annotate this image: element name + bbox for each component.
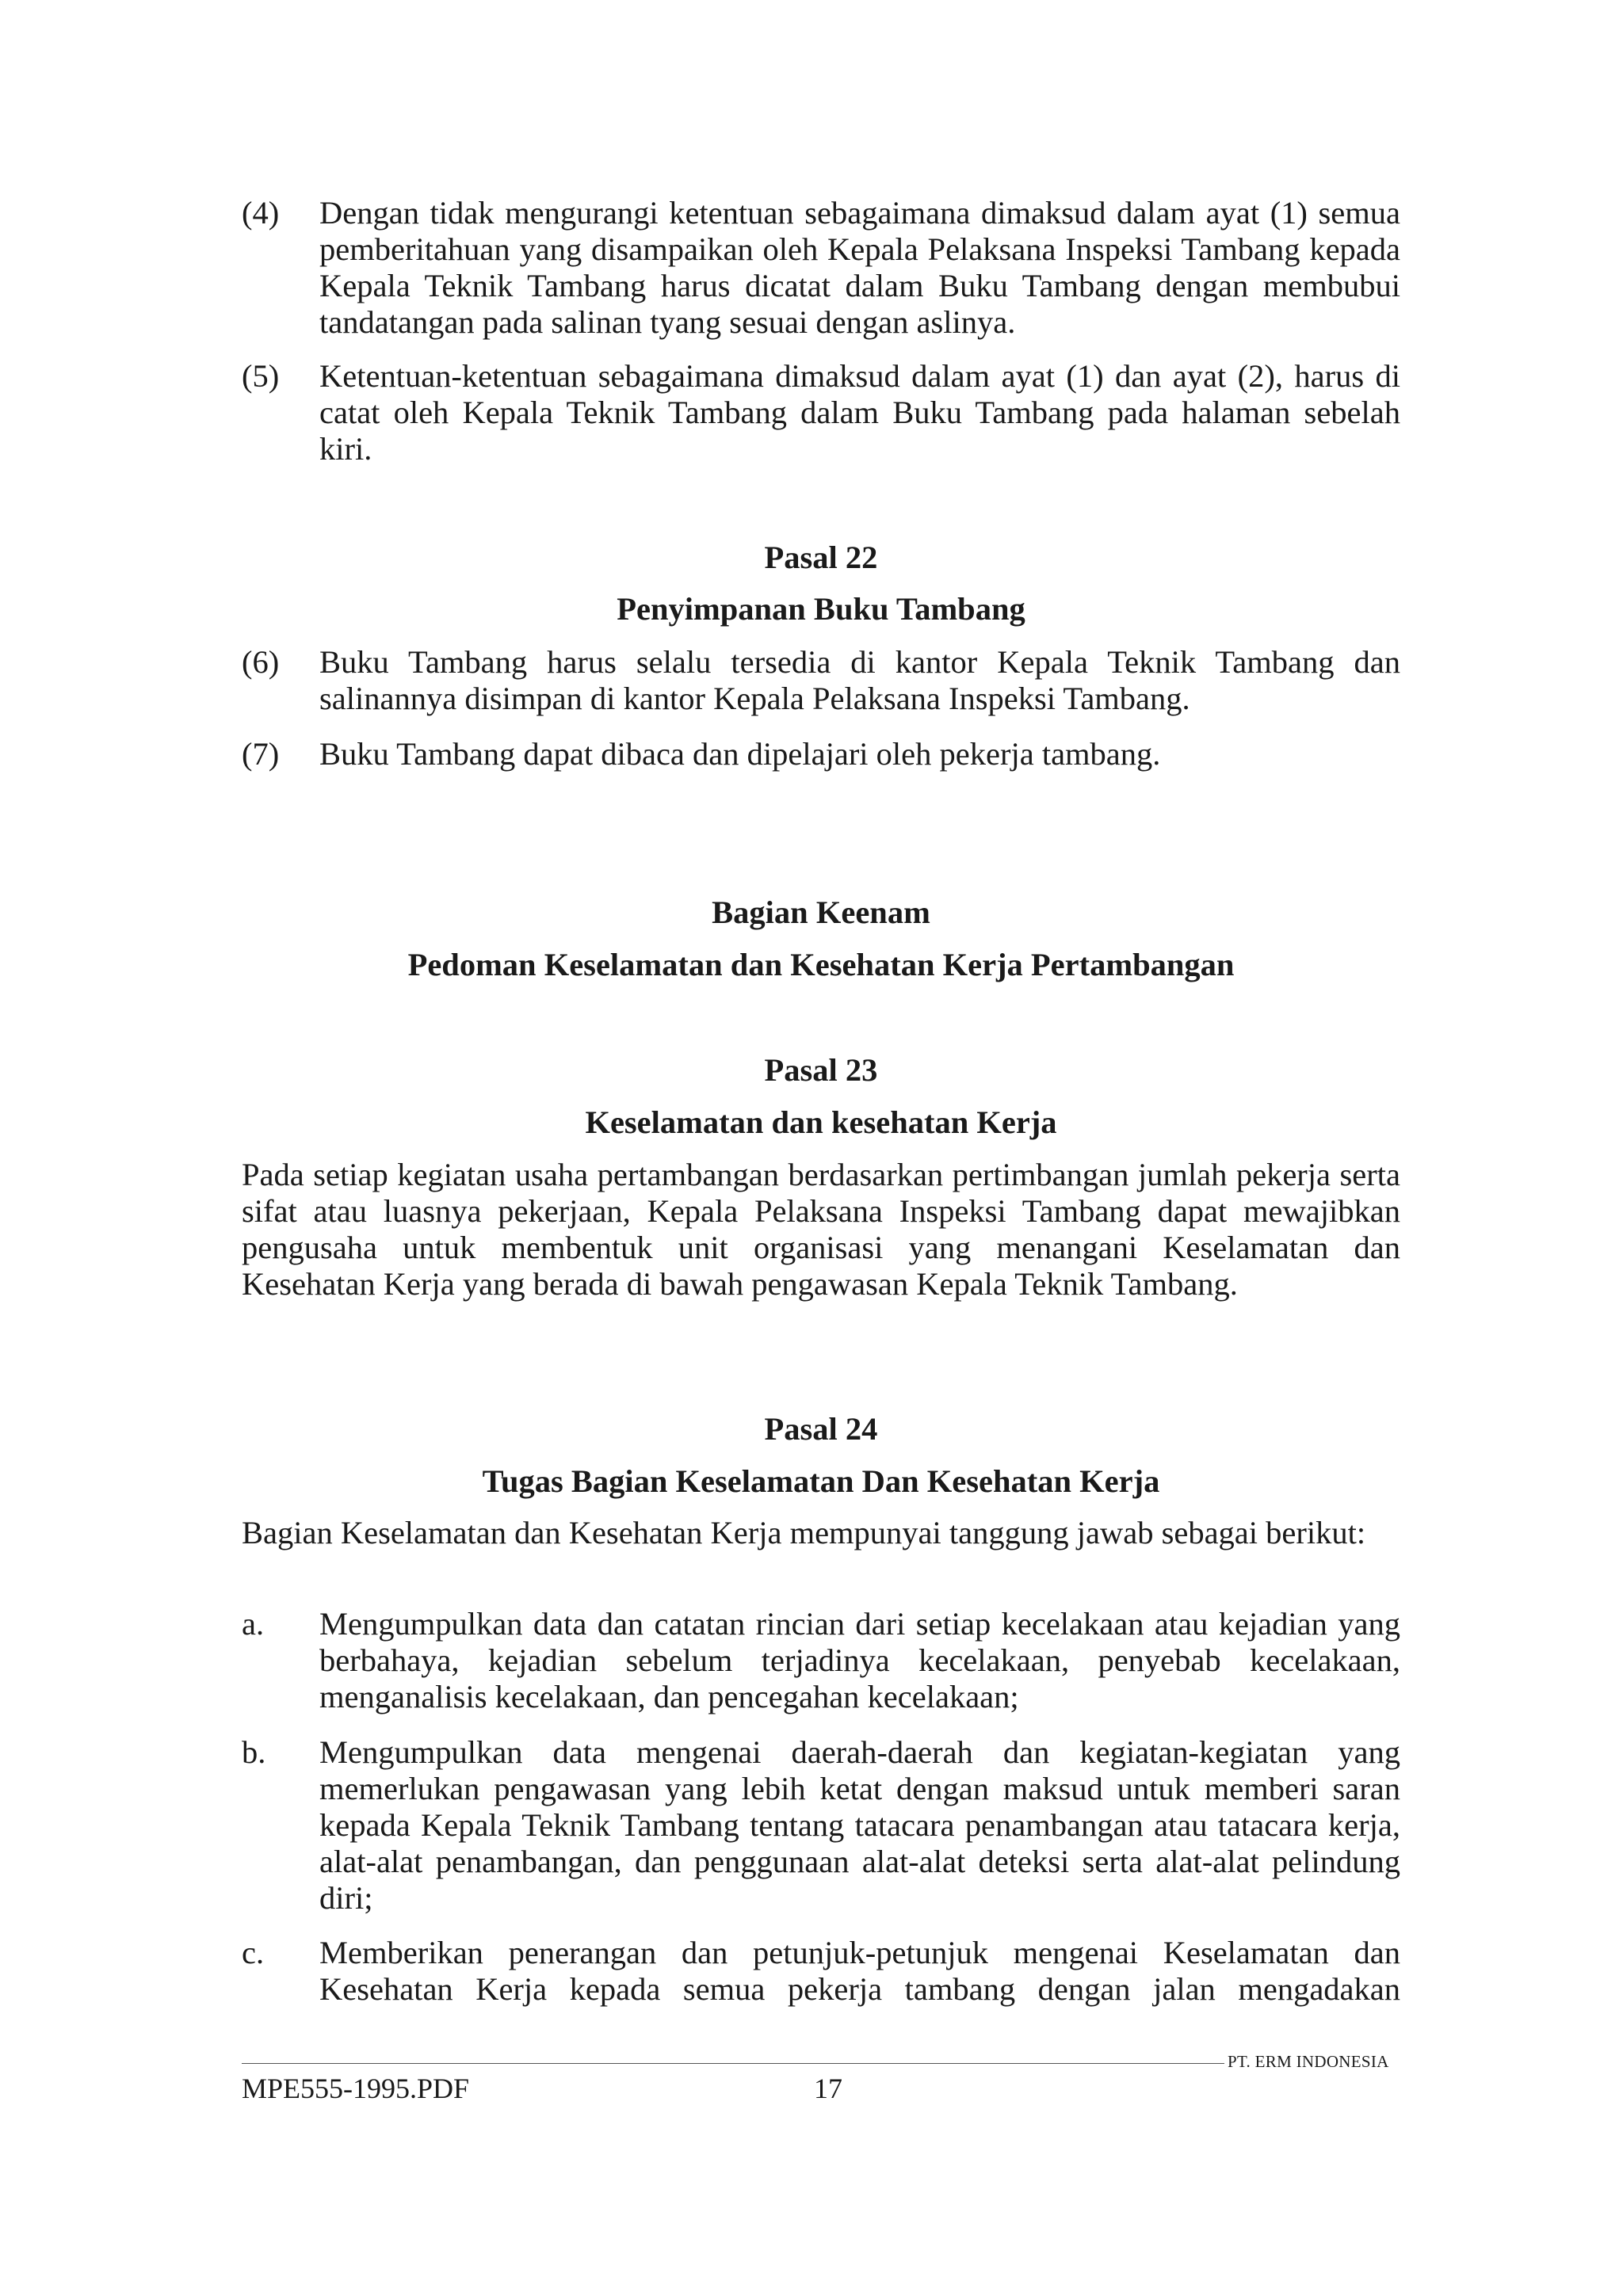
item-number: (4) [242, 195, 280, 231]
item-number: (7) [242, 736, 280, 772]
list-item [242, 736, 1400, 772]
footer-divider [242, 2063, 1224, 2064]
section-title: Pasal 22 [764, 540, 878, 575]
list-item [242, 1935, 1400, 2008]
footer-filename: MPE555-1995.PDF [242, 2073, 470, 2104]
part-subtitle: Pedoman Keselamatan dan Kesehatan Kerja Pertambangan [407, 947, 1235, 982]
footer-company: PT. ERM INDONESIA [1228, 2052, 1389, 2071]
item-text: Buku Tambang dapat dibaca dan dipelajari oleh pekerja tambang. [319, 736, 1161, 772]
item-number: (6) [242, 644, 280, 680]
item-number: b. [242, 1734, 266, 1770]
item-text: Buku Tambang harus selalu tersedia di kantor Kepala Teknik Tambang dan salinannya disimpan di kantor Kepala Pelaksana Inspeksi Tambang. [319, 644, 1400, 716]
list-item [242, 1606, 1400, 1715]
list-item [242, 644, 1400, 717]
section-subtitle: Penyimpanan Buku Tambang [617, 591, 1025, 627]
item-number: a. [242, 1606, 265, 1642]
item-text: Mengumpulkan data mengenai daerah-daerah dan kegiatan-kegiatan yang memerlukan pengawasan yang lebih ketat dengan maksud untuk memberi saran kepada Kepala Teknik Tambang tentang tatacara penambangan atau tatacara kerja, alat-alat penambangan, dan penggunaan alat-alat deteksi serta alat-alat pelindung diri; [319, 1734, 1400, 1916]
part-title: Bagian Keenam [712, 894, 930, 930]
item-number: (5) [242, 358, 280, 394]
item-text: Memberikan penerangan dan petunjuk-petunjuk mengenai Keselamatan dan Kesehatan Kerja kepada semua pekerja tambang dengan jalan mengadakan [319, 1935, 1400, 2007]
section-title: Pasal 24 [764, 1411, 878, 1447]
page-number: 17 [814, 2073, 842, 2104]
paragraph: Pada setiap kegiatan usaha pertambangan berdasarkan pertimbangan jumlah pekerja serta sifat atau luasnya pekerjaan, Kepala Pelaksana Inspeksi Tambang dapat mewajibkan pengusaha untuk membentuk unit organisasi yang menangani Keselamatan dan Kesehatan Kerja yang berada di bawah pengawasan Kepala Teknik Tambang. [242, 1157, 1400, 1302]
item-text: Ketentuan-ketentuan sebagaimana dimaksud dalam ayat (1) dan ayat (2), harus di catat oleh Kepala Teknik Tambang dalam Buku Tambang pada halaman sebelah kiri. [319, 358, 1400, 467]
section-title: Pasal 23 [764, 1052, 878, 1088]
item-text: Dengan tidak mengurangi ketentuan sebagaimana dimaksud dalam ayat (1) semua pemberitahuan yang disampaikan oleh Kepala Pelaksana Inspeksi Tambang kepada Kepala Teknik Tambang harus dicatat dalam Buku Tambang dengan membubui tandatangan pada salinan tyang sesuai dengan aslinya. [319, 195, 1400, 340]
paragraph: Bagian Keselamatan dan Kesehatan Kerja mempunyai tanggung jawab sebagai berikut: [242, 1515, 1366, 1550]
list-item [242, 358, 1400, 467]
section-subtitle: Keselamatan dan kesehatan Kerja [585, 1104, 1057, 1140]
section-subtitle: Tugas Bagian Keselamatan Dan Kesehatan Kerja [482, 1463, 1160, 1499]
item-text: Mengumpulkan data dan catatan rincian dari setiap kecelakaan atau kejadian yang berbahaya, kejadian sebelum terjadinya kecelakaan, penyebab kecelakaan, menganalisis kecelakaan, dan pencegahan kecelakaan; [319, 1606, 1400, 1714]
list-item [242, 195, 1400, 341]
item-number: c. [242, 1935, 265, 1970]
list-item [242, 1734, 1400, 1917]
